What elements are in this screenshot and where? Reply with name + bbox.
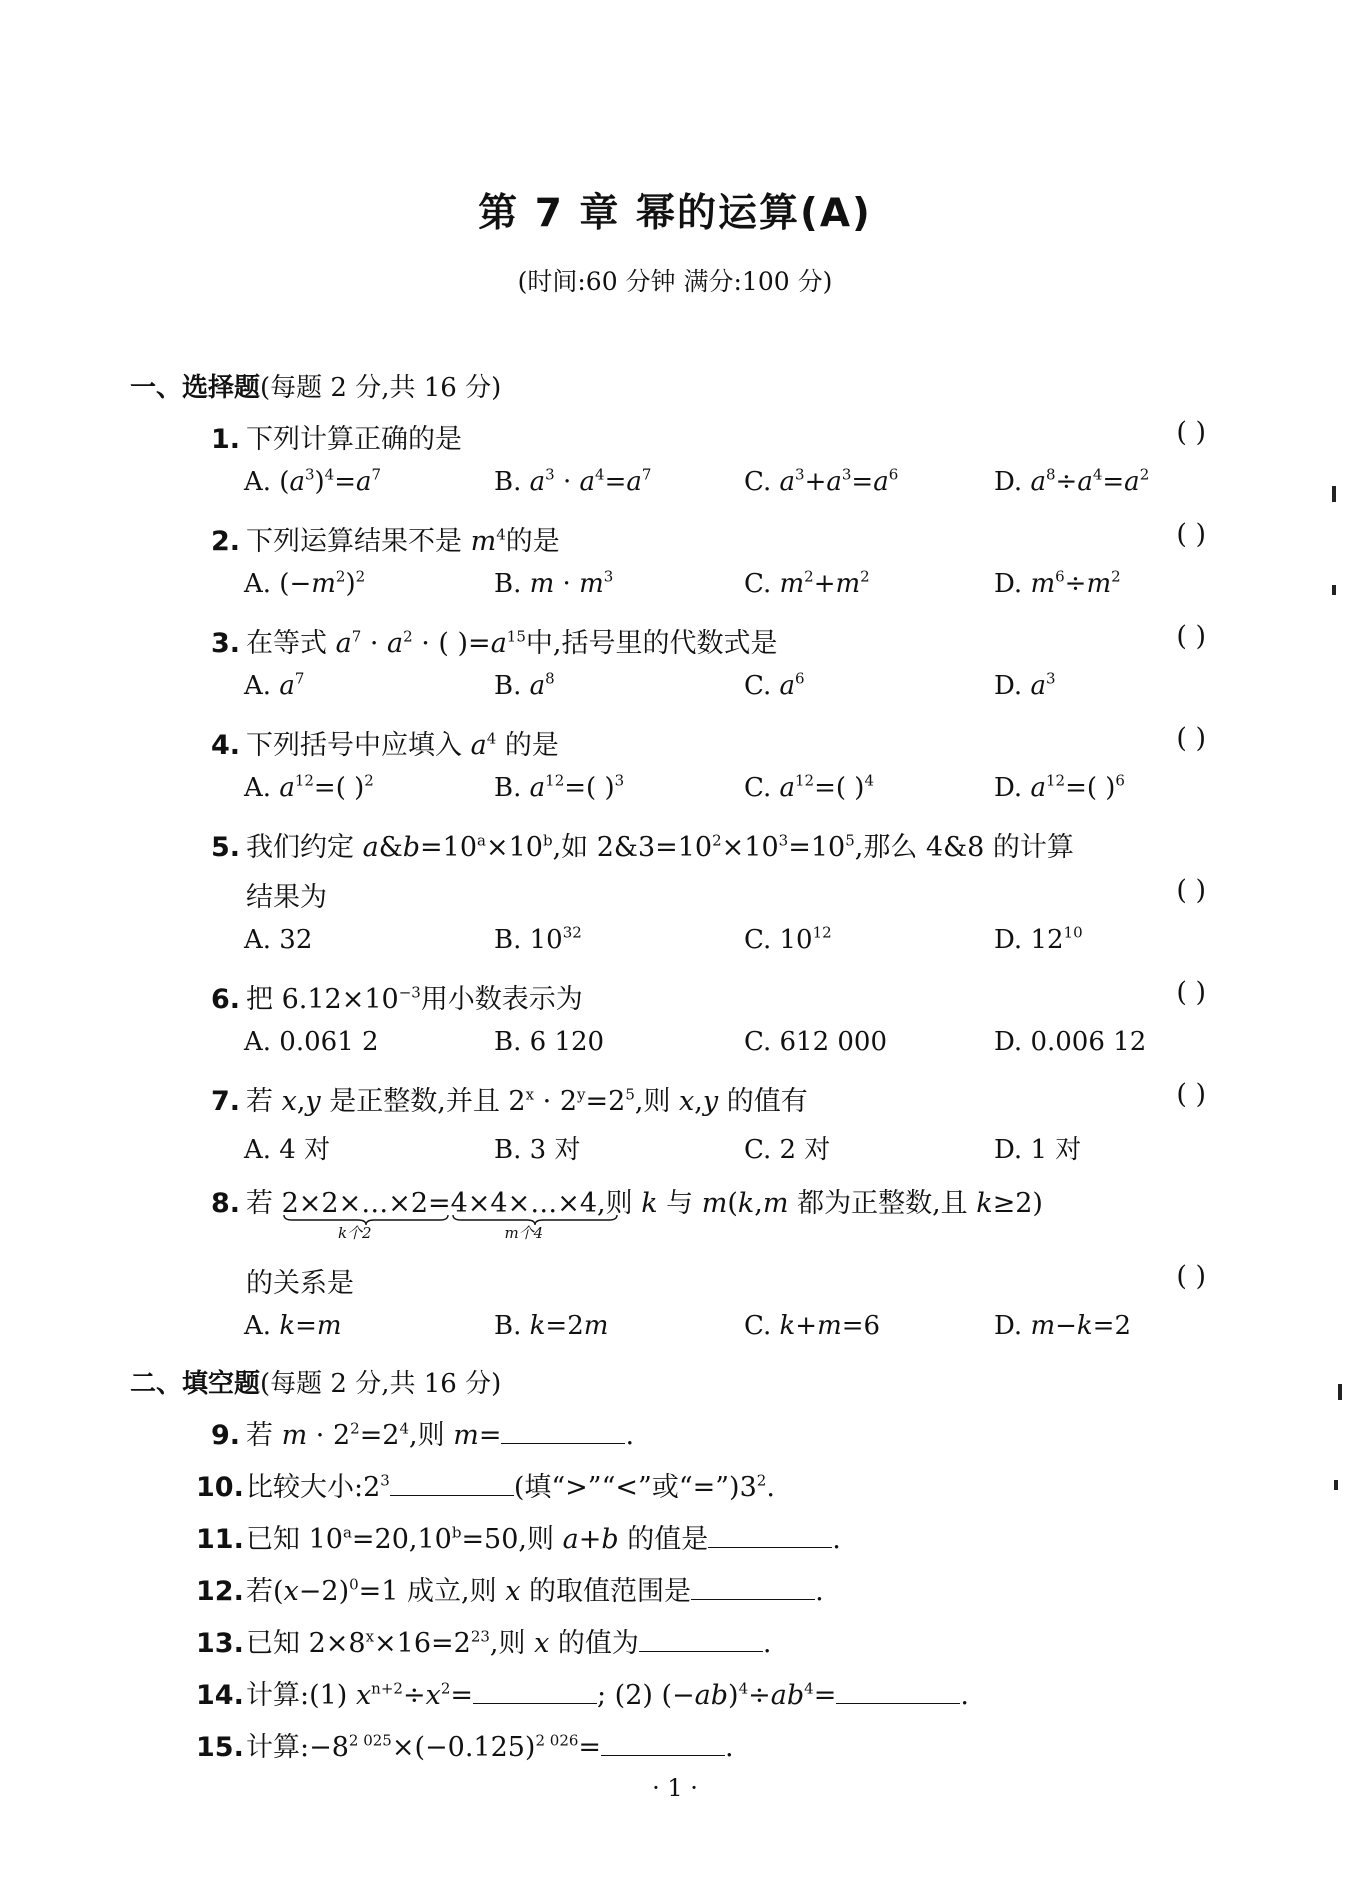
option-c[interactable]: C. $m^2+m^2$ <box>744 567 870 599</box>
question-9: 9. 若 $m \cdot 2^2=2^4$,则 m= . <box>196 1413 1226 1452</box>
answer-paren[interactable]: ( ) <box>1176 977 1206 1008</box>
answer-blank[interactable] <box>390 1471 514 1496</box>
option-c[interactable]: C. $a^3+a^3=a^6$ <box>744 465 899 497</box>
question-15: 15.计算$:-8^{2 025}\times(-0.125)^{2 026}=$ . <box>196 1731 734 1763</box>
question-number: 9. <box>210 1420 240 1451</box>
question-1 <box>196 417 1226 456</box>
answer-paren[interactable]: ( ) <box>1176 519 1206 550</box>
section-choice-note: (每题 2 分,共 16 分) <box>260 373 502 403</box>
option-b[interactable]: B. 6 120 <box>494 1027 605 1057</box>
answer-paren[interactable]: ( ) <box>1176 417 1206 448</box>
question-6: 6. 把 $6.12\times 10^{-3}$用小数表示为 ( ) <box>196 977 1226 1016</box>
option-b[interactable]: B. k=2m <box>494 1311 609 1341</box>
option-a[interactable]: A. $(a^3)^4=a^7$ <box>244 465 382 497</box>
section-fill <box>130 1363 501 1400</box>
option-a[interactable]: A. 32 <box>244 925 313 955</box>
question-number: 6. <box>210 984 240 1015</box>
scan-edge-mark <box>1338 1384 1342 1400</box>
option-a[interactable]: A. $a^{12}=$( )$^2$ <box>244 771 374 803</box>
question-text: 下列计算正确的是 <box>246 424 462 455</box>
answer-paren[interactable]: ( ) <box>1176 723 1206 754</box>
option-c[interactable]: C. $a^{12}=$( )$^4$ <box>744 771 874 803</box>
question-8-line2: 的关系是 ( ) <box>246 1261 1206 1299</box>
question-10: 10.比较大小$:2^3$ (填“>”“<”或“$=”)3^2$. <box>196 1471 775 1503</box>
option-c[interactable]: C. 612 000 <box>744 1027 888 1057</box>
option-a[interactable]: A. $(-m^2)^2$ <box>244 567 366 599</box>
question-3: 3. 在等式 $a^7 \cdot a^2$ · ( )$=a^{15}$中,括号里的代数式是 ( ) <box>196 621 1226 660</box>
answer-paren[interactable]: ( ) <box>1176 1079 1206 1110</box>
option-a[interactable]: A. $a^7$ <box>244 669 305 701</box>
answer-paren[interactable]: ( ) <box>1176 621 1206 652</box>
question-11: 11.已知 $10^a=20,10^b=50$,则 a+b 的值是 . <box>196 1523 841 1555</box>
question-7: 7. 若 x,y 是正整数,并且 $2^x \cdot 2^y=2^5$,则 x,y 的值有 ( ) <box>196 1079 1226 1118</box>
scan-edge-mark <box>1332 486 1336 502</box>
underbrace-k: 2×2×…×2 k个2 <box>282 1188 428 1219</box>
underbrace-m: 4×4×…×4 m个4 <box>451 1188 597 1219</box>
section-choice-heading: 一、选择题 <box>130 373 261 403</box>
option-d[interactable]: D. 0.006 12 <box>994 1027 1147 1057</box>
section-fill-heading: 二、填空题 <box>130 1369 261 1399</box>
answer-paren[interactable]: ( ) <box>1176 875 1206 906</box>
option-a[interactable]: A. 4 对 <box>244 1135 331 1165</box>
option-d[interactable]: D. m−k=2 <box>994 1311 1131 1341</box>
question-5-line2: 结果为 ( ) <box>246 875 1206 913</box>
option-c[interactable]: C. 2 对 <box>744 1135 831 1165</box>
option-d[interactable]: D. 1 对 <box>994 1135 1082 1165</box>
option-d[interactable]: D. $m^6\div m^2$ <box>994 567 1121 599</box>
scan-edge-mark <box>1332 585 1336 595</box>
answer-blank[interactable] <box>601 1731 725 1756</box>
option-c[interactable]: C. $a^6$ <box>744 669 805 701</box>
question-number: 8. <box>210 1188 240 1219</box>
option-b[interactable]: B. 3 对 <box>494 1135 581 1165</box>
page-number: · 1 · <box>652 1774 698 1802</box>
question-number: 12. <box>196 1576 244 1607</box>
option-a[interactable]: A. 0.061 2 <box>244 1027 379 1057</box>
option-b[interactable]: B. $a^8$ <box>494 669 555 701</box>
question-number: 2. <box>210 526 240 557</box>
option-c[interactable]: C. k+m=6 <box>744 1311 881 1341</box>
option-b[interactable]: B. $a^{12}=$( )$^3$ <box>494 771 625 803</box>
option-c[interactable]: C. $10^{12}$ <box>744 923 832 955</box>
option-d[interactable]: D. $a^3$ <box>994 669 1056 701</box>
answer-paren[interactable]: ( ) <box>1176 1261 1206 1292</box>
question-8: 8. 若 2×2×…×2 k个2 =4×4×…×4 m个4 ,则 k 与 m(k,m 都为正整数,且 k≥2) <box>196 1181 1226 1220</box>
option-b[interactable]: B. $a^3 \cdot a^4=a^7$ <box>494 465 652 497</box>
option-d[interactable]: D. $12^{10}$ <box>994 923 1083 955</box>
section-choice <box>130 367 501 404</box>
answer-blank[interactable] <box>501 1419 625 1444</box>
answer-blank[interactable] <box>836 1679 960 1704</box>
question-4: 4. 下列括号中应填入 $a^4$ 的是 ( ) <box>196 723 1226 762</box>
answer-blank[interactable] <box>691 1575 815 1600</box>
scan-edge-mark <box>1334 1480 1338 1490</box>
question-number: 13. <box>196 1628 244 1659</box>
option-d[interactable]: D. $a^{12}=$( )$^6$ <box>994 771 1125 803</box>
question-number: 14. <box>196 1680 244 1711</box>
answer-blank[interactable] <box>708 1523 832 1548</box>
question-number: 11. <box>196 1524 244 1555</box>
question-number: 15. <box>196 1732 244 1763</box>
question-number: 7. <box>210 1086 240 1117</box>
question-13: 13.已知 $2\times 8^x\times 16=2^{23}$,则 x 的值为 . <box>196 1627 772 1659</box>
option-d[interactable]: D. $a^8\div a^4=a^2$ <box>994 465 1150 497</box>
answer-blank[interactable] <box>639 1627 763 1652</box>
page-title: 第 7 章 幂的运算(A) <box>478 191 872 236</box>
option-b[interactable]: B. $m \cdot m^3$ <box>494 567 614 599</box>
option-a[interactable]: A. k=m <box>244 1311 342 1341</box>
question-number: 5. <box>210 832 240 863</box>
question-12: 12.若$(x-2)^0=1$ 成立,则 x 的取值范围是 . <box>196 1575 824 1607</box>
answer-blank[interactable] <box>473 1679 597 1704</box>
question-2: 2. 下列运算结果不是 $m^4$的是 ( ) <box>196 519 1226 558</box>
question-number: 1. <box>210 424 240 455</box>
section-fill-note: (每题 2 分,共 16 分) <box>260 1369 502 1399</box>
page-subtitle: (时间:60 分钟 满分:100 分) <box>517 267 833 296</box>
question-14: 14.计算:(1) $x^{n+2}\div x^2=$ ; (2) $(-ab)^4\div ab^4=$ . <box>196 1679 969 1711</box>
question-number: 3. <box>210 628 240 659</box>
question-5: 5. 我们约定 $a\&b=10^a\times 10^b$,如 $2\&3=10^2\times 10^3=10^5$,那么 4&8 的计算 <box>196 825 1226 864</box>
question-number: 4. <box>210 730 240 761</box>
option-b[interactable]: B. $10^{32}$ <box>494 923 582 955</box>
question-number: 10. <box>196 1472 244 1503</box>
